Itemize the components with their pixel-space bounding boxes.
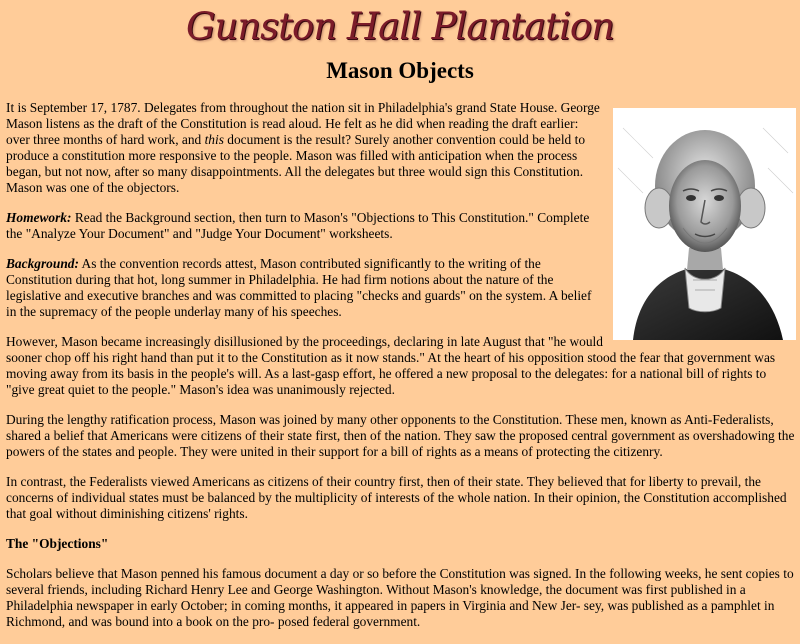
intro-emphasis: this (204, 132, 224, 147)
federalists-paragraph: In contrast, the Federalists viewed Americans as citizens of their country first, then of their state. They believed that for liberty to prevail, the concerns of individual states must be balanced by the multiplicity of interests of the whole nation. In their opinion, the Constitution accomplished that goal without diminishing citizens' rights. (6, 474, 787, 521)
article-body (6, 100, 796, 644)
background-text: As the convention records attest, Mason contributed significantly to the writing of the Constitution during that hot, long summer in Philadelphia. He had firm notions about the nature of the legislative and executive branches and was committed to placing "checks and guards" on the system. A belief in the supremacy of the people underlay many of his speeches. (6, 256, 592, 319)
ratification-paragraph: During the lengthy ratification process, Mason was joined by many other opponents to the Constitution. These men, known as Anti-Federalists, shared a belief that Americans were citizens of their state first, then of the nation. They saw the proposed central government as overshadowing the powers of the states and people. They were united in their support for a bill of rights as a means of protecting the citizenry. (6, 412, 795, 459)
background-label: Background: (6, 256, 79, 271)
portrait-engraving (613, 108, 796, 340)
intro-text-b: document is the result? Surely another convention could be held to produce a constitution more responsive to the people. Mason was filled with anticipation when the process began, but not now, after so many disappointments. All the delegates but three would sign this Constitution. Mason was one of the objectors. (6, 132, 586, 195)
disillusion-paragraph: However, Mason became increasingly disillusioned by the proceedings, declaring in late August that "he would sooner chop off his right hand than put it to the Constitution as it now stands." At the heart of his opposition stood the fear that government was moving away from its basis in the people's will. As a last-gasp effort, he offered a new proposal to the delegates: for a national bill of rights to "give great quiet to the people." Mason's idea was unanimously rejected. (6, 334, 776, 397)
homework-text: Read the Background section, then turn to Mason's "Objections to This Constitution." Complete the "Analyze Your Document" and "Judge Your Document" worksheets. (6, 210, 590, 241)
scholars-paragraph: Scholars believe that Mason penned his famous document a day or so before the Constitution was signed. In the following weeks, he sent copies to several friends, including Richard Henry Lee and George Washington. Without Mason's knowledge, the document was first published in a Philadelphia newspaper in early October; in coming months, it appeared in papers in Virginia and New Jer- sey, was published as a pamphlet in Richmond, and was bound into a book on the pro- posed federal government. (6, 566, 794, 629)
page-title: Mason Objects (326, 58, 474, 83)
objections-heading: The "Objections" (6, 536, 109, 551)
george-mason-portrait (613, 108, 796, 340)
site-logo: Gunston Hall Plantation (185, 5, 615, 48)
intro-text-a: It is September 17, 1787. Delegates from throughout the nation sit in Philadelphia's grand State House. George Mason listens as the draft of the Constitution is read aloud. He felt as he did when reading the draft earlier: over three months of hard work, and (6, 100, 600, 147)
homework-label: Homework: (6, 210, 72, 225)
